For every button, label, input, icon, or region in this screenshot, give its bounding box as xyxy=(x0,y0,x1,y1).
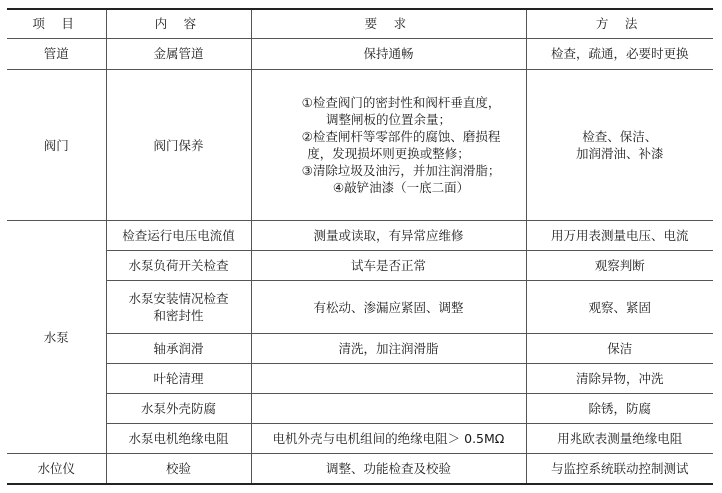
item-cell: 管道 xyxy=(7,38,106,70)
content-cell: 叶轮清理 xyxy=(106,364,251,394)
content-cell: 轴承润滑 xyxy=(106,334,251,364)
content-cell: 水泵电机绝缘电阻 xyxy=(106,423,251,453)
content-cell: 水泵外壳防腐 xyxy=(106,394,251,424)
table-row xyxy=(7,453,713,484)
requirement-cell xyxy=(251,70,526,221)
content-cell xyxy=(106,281,251,334)
requirement-cell: 保持通畅 xyxy=(251,38,526,70)
content-line: 和密封性 xyxy=(153,308,204,324)
item-cell: 阀门 xyxy=(7,70,106,221)
requirement-cell xyxy=(251,394,526,424)
method-cell: 检查，疏通，必要时更换 xyxy=(526,38,713,70)
table-row xyxy=(7,394,713,424)
content-line: 水泵安装情况检查 xyxy=(128,291,229,307)
maintenance-table xyxy=(7,8,713,485)
table-row xyxy=(7,281,713,334)
method-cell: 用兆欧表测量绝缘电阻 xyxy=(526,423,713,453)
table-row xyxy=(7,38,713,70)
requirement-line: ①检查阀门的密封性和阀杆垂直度， xyxy=(301,95,501,111)
content-cell: 水泵负荷开关检查 xyxy=(106,251,251,281)
requirement-cell: 清洗，加注润滑脂 xyxy=(251,334,526,364)
requirement-cell: 试车是否正常 xyxy=(251,251,526,281)
content-cell: 阀门保养 xyxy=(106,70,251,221)
header-requirement: 要 求 xyxy=(251,9,526,38)
content-cell: 检查运行电压电流值 xyxy=(106,221,251,251)
method-cell: 观察、紧固 xyxy=(526,281,713,334)
method-line: 检查、保洁、 xyxy=(582,129,658,145)
requirement-line: ④敲铲油漆（一底二面） xyxy=(332,180,470,196)
content-cell: 金属管道 xyxy=(106,38,251,70)
header-item: 项 目 xyxy=(7,9,106,38)
header-content: 内 容 xyxy=(106,9,251,38)
method-cell: 清除异物，冲洗 xyxy=(526,364,713,394)
item-cell: 水位仪 xyxy=(7,453,106,484)
requirement-cell xyxy=(251,364,526,394)
table-row xyxy=(7,364,713,394)
requirement-line: ③清除垃圾及油污，并加注润滑脂； xyxy=(301,163,501,179)
content-cell: 校验 xyxy=(106,453,251,484)
requirement-line: 度，发现损坏则更换或整修； xyxy=(307,146,470,162)
requirement-cell: 有松动、渗漏应紧固、调整 xyxy=(251,281,526,334)
requirement-line: 调整闸板的位置余量； xyxy=(325,112,451,128)
requirement-cell: 测量或读取，有异常应维修 xyxy=(251,221,526,251)
method-line: 加润滑油、补漆 xyxy=(575,146,664,162)
header-row xyxy=(7,9,713,38)
table-row xyxy=(7,70,713,221)
method-cell xyxy=(526,70,713,221)
requirement-line: ②检查闸杆等零部件的腐蚀、磨损程 xyxy=(301,129,501,145)
requirement-cell: 调整、功能检查及校验 xyxy=(251,453,526,484)
header-method: 方 法 xyxy=(526,9,713,38)
requirement-cell: 电机外壳与电机组间的绝缘电阻＞ 0.5MΩ xyxy=(251,423,526,453)
item-cell: 水泵 xyxy=(7,221,106,453)
method-cell: 用万用表测量电压、电流 xyxy=(526,221,713,251)
method-cell: 与监控系统联动控制测试 xyxy=(526,453,713,484)
table-row xyxy=(7,423,713,453)
method-cell: 除锈，防腐 xyxy=(526,394,713,424)
table-row xyxy=(7,251,713,281)
method-cell: 观察判断 xyxy=(526,251,713,281)
method-cell: 保洁 xyxy=(526,334,713,364)
table-row xyxy=(7,221,713,251)
table-row xyxy=(7,334,713,364)
